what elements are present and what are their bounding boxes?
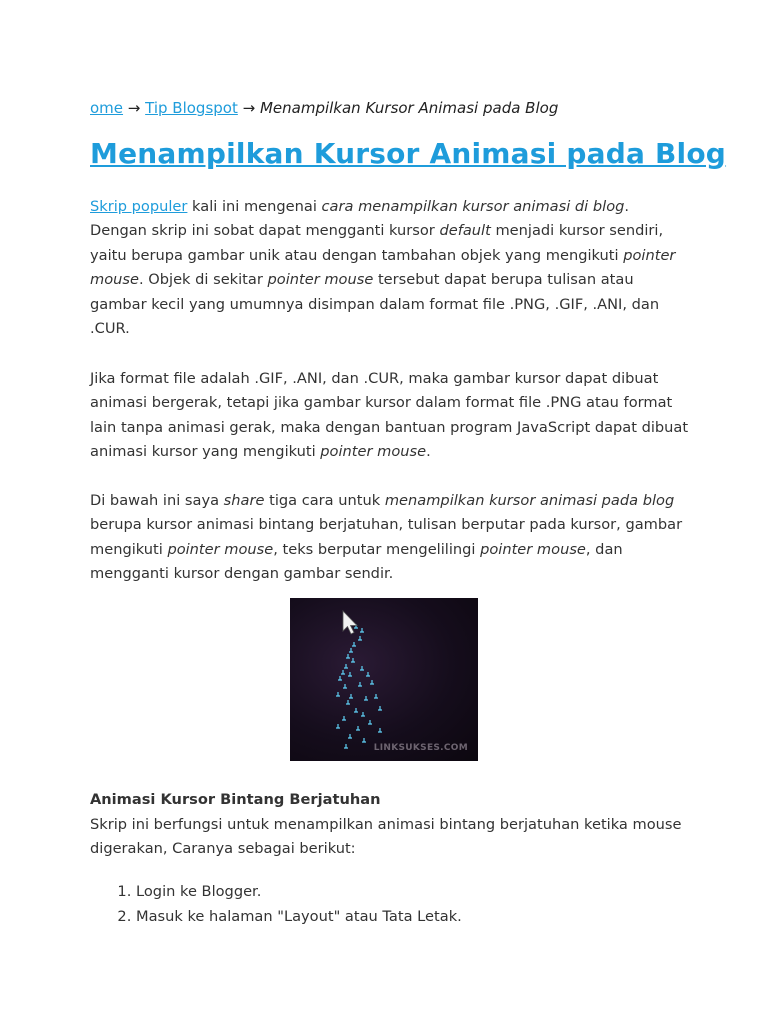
paragraph-emphasis: default xyxy=(439,222,491,240)
star-particle-icon xyxy=(348,672,352,676)
format-paragraph xyxy=(90,367,690,465)
star-particle-icon xyxy=(360,628,364,632)
star-particle-icon xyxy=(344,744,348,748)
star-particle-icon xyxy=(346,700,350,704)
star-particle-icon xyxy=(336,692,340,696)
image-watermark: LINKSUKSES.COM xyxy=(373,743,468,753)
star-particle-icon xyxy=(338,676,342,680)
paragraph-emphasis: pointer mouse xyxy=(320,443,427,461)
section-heading: Animasi Kursor Bintang Berjatuhan xyxy=(90,791,381,808)
star-particle-icon xyxy=(362,738,366,742)
paragraph-text: berupa kursor animasi bintang berjatuhan, tulisan berputar pada kursor, gambar mengikuti xyxy=(90,516,683,558)
paragraph-text: . Dengan skrip ini sobat dapat mengganti kursor xyxy=(90,198,630,240)
breadcrumb-separator: → xyxy=(123,99,146,117)
star-particle-icon xyxy=(356,726,360,730)
paragraph-text: . Objek di sekitar xyxy=(138,271,268,289)
paragraph-emphasis: pointer mouse xyxy=(267,271,374,289)
star-particle-icon xyxy=(352,642,356,646)
star-particle-icon xyxy=(349,694,353,698)
paragraph-text: tersebut dapat berupa tulisan atau gambar kecil yang umumnya disimpan dalam format file .PNG, .GIF, .ANI, dan .CUR. xyxy=(90,271,660,338)
list-item: 2. Masuk ke halaman "Layout" atau Tata Letak. xyxy=(136,905,690,930)
paragraph-text: tiga cara untuk xyxy=(264,492,385,509)
steps-list xyxy=(90,880,690,929)
star-particle-icon xyxy=(348,734,352,738)
section-intro: Skrip ini berfungsi untuk menampilkan animasi bintang berjatuhan ketika mouse digerakan, Caranya sebagai berikut: xyxy=(90,816,682,858)
cursor-arrow-icon xyxy=(343,611,357,634)
page-title[interactable]: Menampilkan Kursor Animasi pada Blog xyxy=(90,137,727,170)
paragraph-emphasis: cara menampilkan kursor animasi di blog xyxy=(321,198,625,215)
star-particle-icon xyxy=(351,658,355,662)
star-particle-icon xyxy=(358,636,362,640)
paragraph-text: , teks berputar mengelilingi xyxy=(273,540,481,558)
star-particle-icon xyxy=(349,648,353,652)
cursor-stars-illustration xyxy=(290,598,478,761)
breadcrumb-category-link[interactable]: Tip Blogspot xyxy=(145,99,238,117)
star-particle-icon xyxy=(342,716,346,720)
paragraph-emphasis: pointer mouse xyxy=(167,540,274,558)
star-particle-icon xyxy=(378,728,382,732)
paragraph-emphasis: pointer mouse xyxy=(90,246,676,289)
star-particle-icon xyxy=(366,672,370,676)
cursor-animation-image xyxy=(290,598,478,761)
star-particle-icon xyxy=(374,694,378,698)
breadcrumb xyxy=(90,97,690,119)
breadcrumb-current: Menampilkan Kursor Animasi pada Blog xyxy=(259,99,559,117)
star-particle-icon xyxy=(343,684,347,688)
star-particle-icon xyxy=(358,682,362,686)
star-particle-icon xyxy=(368,720,372,724)
star-particle-icon xyxy=(370,680,374,684)
paragraph-emphasis: pointer mouse xyxy=(480,540,586,558)
paragraph-text: . xyxy=(426,443,431,461)
breadcrumb-separator: → xyxy=(237,99,260,117)
star-particle-icon xyxy=(336,724,340,728)
list-item: 1. Login ke Blogger. xyxy=(136,880,690,905)
breadcrumb-home-link[interactable]: ome xyxy=(90,99,124,117)
paragraph-emphasis: menampilkan kursor animasi pada blog xyxy=(384,492,675,509)
paragraph-text: kali ini mengenai xyxy=(187,198,322,215)
paragraph-emphasis: share xyxy=(223,492,265,509)
paragraph-text: menjadi kursor sendiri, yaitu berupa gambar unik atau dengan tambahan objek yang mengikuti xyxy=(90,222,664,264)
star-particle-icon xyxy=(354,708,358,712)
star-particle-icon xyxy=(361,712,365,716)
intro-paragraph xyxy=(90,195,690,341)
article xyxy=(90,97,727,925)
star-particle-icon xyxy=(341,670,345,674)
paragraph-text: , dan mengganti kursor dengan gambar sendir. xyxy=(90,540,623,583)
methods-paragraph xyxy=(90,489,690,587)
star-particle-icon xyxy=(346,654,350,658)
star-particle-icon xyxy=(364,696,368,700)
paragraph-text: Jika format file adalah .GIF, .ANI, dan .CUR, maka gambar kursor dapat dibuat animasi bergerak, tetapi jika gambar kursor dalam format file .PNG atau format lain tanpa animasi gerak, maka dengan bantuan program JavaScript dapat dibuat animasi kursor yang mengikuti xyxy=(90,370,689,461)
star-particle-icon xyxy=(378,706,382,710)
star-particle-icon xyxy=(344,664,348,668)
star-particle-icon xyxy=(360,666,364,670)
paragraph-text: Di bawah ini saya xyxy=(90,492,224,509)
popular-scripts-link[interactable]: Skrip populer xyxy=(90,198,188,215)
